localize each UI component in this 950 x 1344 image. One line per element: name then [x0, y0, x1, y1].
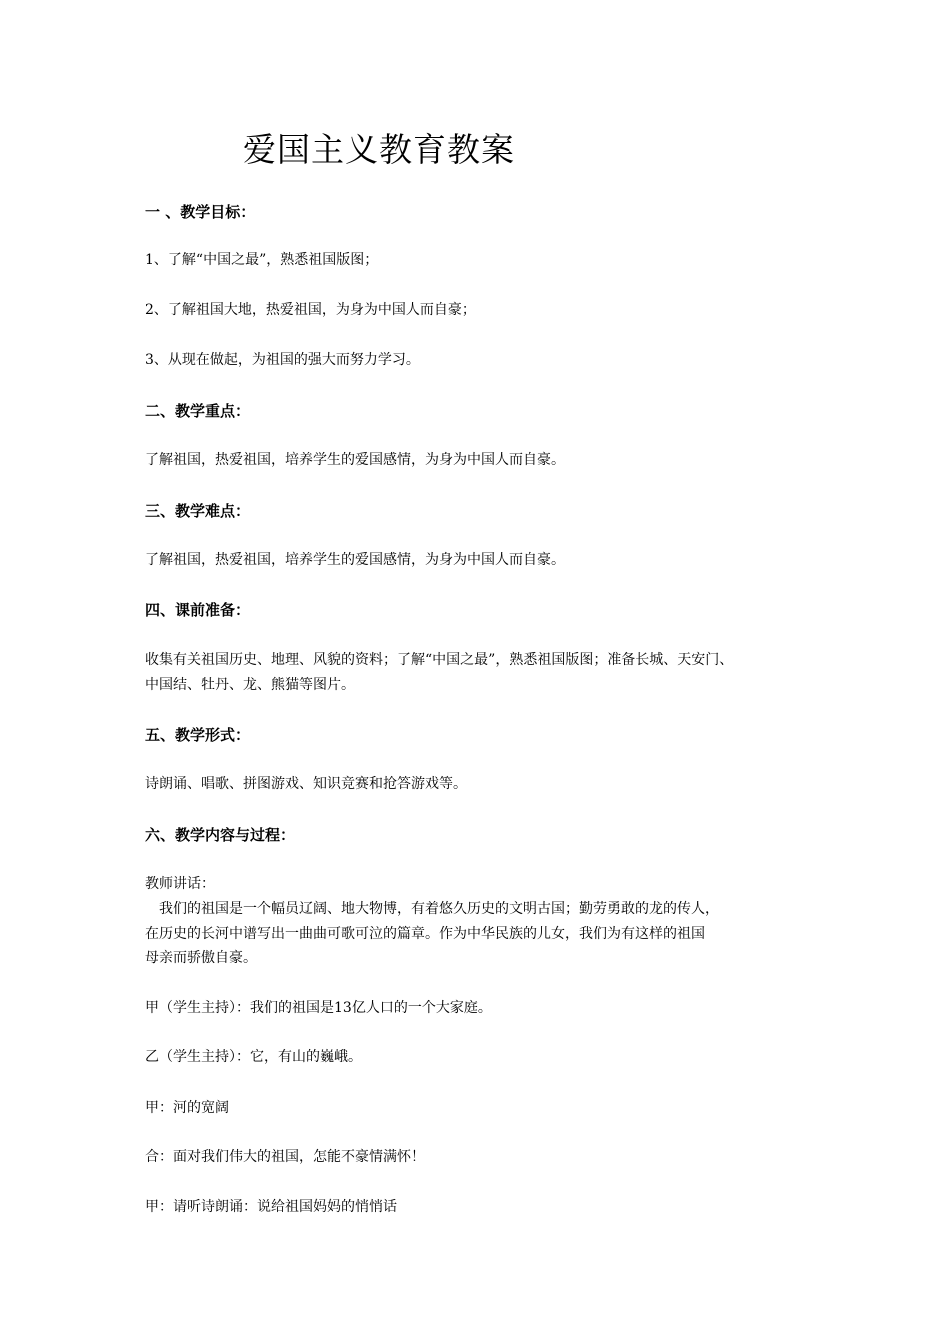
preparation-text-line-1: 收集有关祖国历史、地理、风貌的资料；了解“中国之最”，熟悉祖国版图；准备长城、天安门、 — [145, 652, 734, 668]
goal-item-1: 1、了解“中国之最”，熟悉祖国版图； — [145, 252, 379, 268]
teacher-speech-line-2: 在历史的长河中谱写出一曲曲可歌可泣的篇章。作为中华民族的儿女，我们为有这样的祖国 — [145, 926, 705, 942]
teacher-speech-label: 教师讲话： — [145, 876, 215, 892]
goal-item-3: 3、从现在做起，为祖国的强大而努力学习。 — [145, 352, 420, 368]
difficulties-text: 了解祖国，热爱祖国，培养学生的爱国感情，为身为中国人而自豪。 — [145, 552, 565, 568]
dialogue-line-4: 合：面对我们伟大的祖国，怎能不豪情满怀！ — [145, 1149, 425, 1165]
form-text: 诗朗诵、唱歌、拼图游戏、知识竞赛和抢答游戏等。 — [145, 776, 467, 792]
section-heading-difficulties: 三、教学难点： — [145, 502, 251, 520]
page-title: 爱国主义教育教案 — [243, 130, 515, 169]
section-heading-process: 六、教学内容与过程： — [145, 826, 296, 844]
section-heading-goals: 一 、教学目标： — [145, 203, 256, 221]
dialogue-line-3: 甲：河的宽阔 — [145, 1100, 229, 1116]
section-heading-preparation: 四、课前准备： — [145, 601, 251, 619]
dialogue-line-1: 甲（学生主持）：我们的祖国是13亿人口的一个大家庭。 — [145, 1000, 492, 1016]
teacher-speech-line-1: 我们的祖国是一个幅员辽阔、地大物博，有着悠久历史的文明古国；勤劳勇敢的龙的传人， — [159, 901, 719, 917]
goal-item-2: 2、了解祖国大地，热爱祖国，为身为中国人而自豪； — [145, 302, 476, 318]
section-heading-form: 五、教学形式： — [145, 726, 251, 744]
teacher-speech-line-3: 母亲而骄傲自豪。 — [145, 950, 257, 966]
dialogue-line-2: 乙（学生主持）：它，有山的巍峨。 — [145, 1049, 362, 1065]
section-heading-key-points: 二、教学重点： — [145, 402, 251, 420]
key-points-text: 了解祖国，热爱祖国，培养学生的爱国感情，为身为中国人而自豪。 — [145, 452, 565, 468]
dialogue-line-5: 甲：请听诗朗诵：说给祖国妈妈的悄悄话 — [145, 1199, 397, 1215]
preparation-text-line-2: 中国结、牡丹、龙、熊猫等图片。 — [145, 677, 355, 693]
